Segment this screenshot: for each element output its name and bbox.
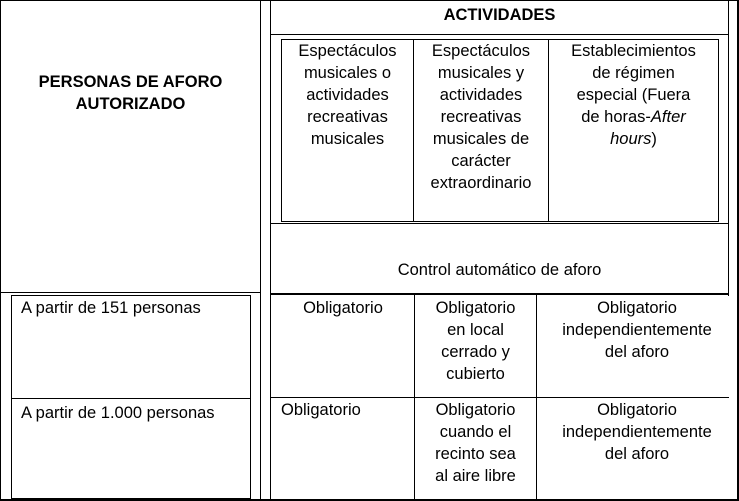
activity-espectaculos-musicales: Espectáculos musicales o actividades recreativas musicales (298, 42, 397, 148)
header-personas-aforo: PERSONAS DE AFORO AUTORIZADO (38, 73, 223, 113)
row-151-col-2: Obligatorio en local cerrado y cubierto (435, 299, 516, 383)
header-right (728, 0, 729, 296)
activity-regimen-especial-close: ) (651, 130, 657, 148)
rowlabel-bottom (11, 498, 251, 499)
row-1000-col-1: Obligatorio (281, 401, 361, 419)
row-label-1000: A partir de 1.000 personas (21, 404, 215, 422)
header-separator-right (270, 293, 729, 295)
header-separator (0, 292, 261, 293)
row-1000-col-2: Obligatorio cuando el recinto sea al aire libre (435, 401, 516, 485)
row-151-col-3: Obligatorio independientemente del aforo (562, 299, 712, 361)
row-1000-col-3: Obligatorio independientemente del aforo (562, 401, 712, 463)
border-top (0, 0, 739, 1)
row-separator-left (11, 398, 251, 399)
activity-regimen-especial (549, 40, 718, 150)
row-label-151: A partir de 151 personas (21, 299, 201, 317)
activity-espectaculos-extraordinario: Espectáculos musicales y actividades recreativas musicales de carácter extraordinario (430, 42, 532, 192)
rowlabel-left (11, 295, 12, 499)
actividades-underline (270, 34, 729, 35)
control-automatico-label: Control automático de aforo (397, 261, 602, 279)
row-separator-right (270, 397, 729, 398)
body-top-left (11, 295, 251, 296)
act-box-right (718, 39, 719, 222)
row-151-col-1: Obligatorio (303, 299, 383, 317)
activity-regimen-especial-text: Establecimientos de régimen especial (Fuera de horas- (571, 42, 696, 126)
rowlabel-right (250, 295, 251, 499)
divider-left-b (270, 0, 271, 501)
activity-after-hours: After hours (610, 108, 686, 148)
act-box-bottom (281, 221, 719, 222)
header-actividades: ACTIVIDADES (443, 6, 556, 24)
act-outer-under (270, 223, 729, 224)
